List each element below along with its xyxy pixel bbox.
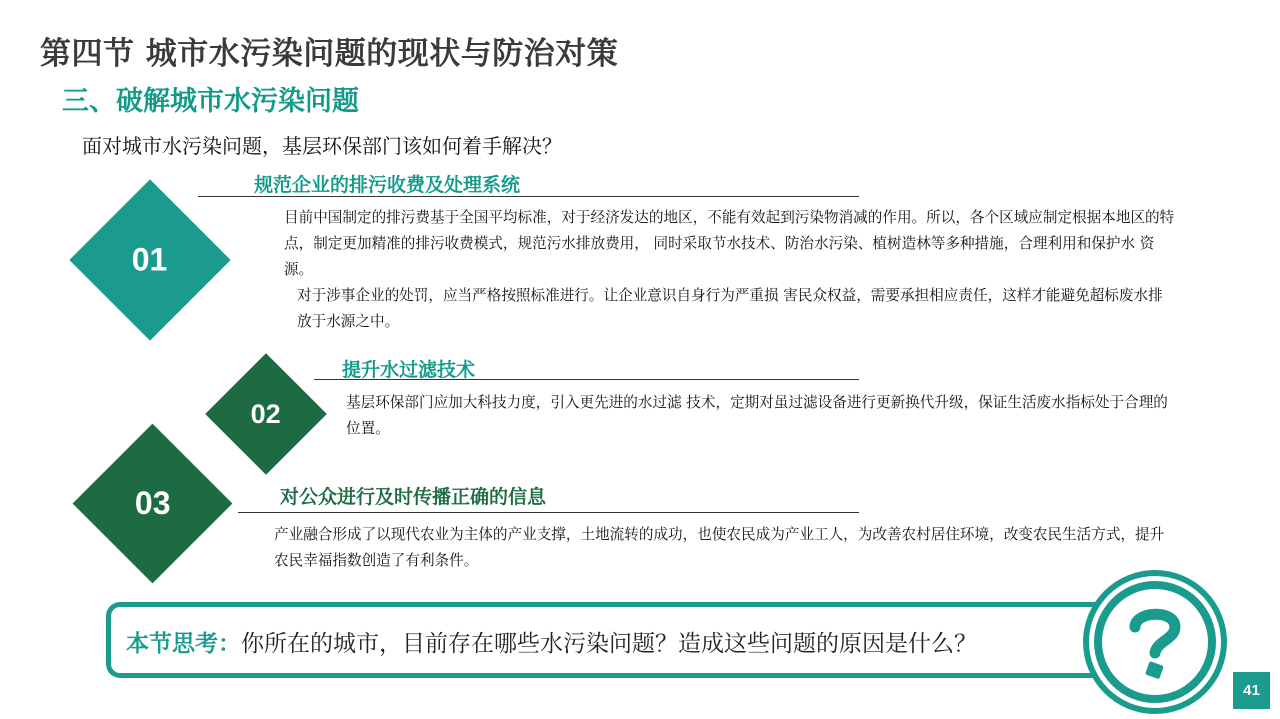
lead-question: 面对城市水污染问题，基层环保部门该如何着手解决？: [82, 134, 562, 158]
item-number: 01: [132, 241, 168, 278]
item-paragraph: 对于涉事企业的处罚，应当严格按照标准进行。让企业意识自身行为严重损 害民众权益，需要承担相应责任，这样才能避免超标废水排放于水源之中。: [297, 287, 1163, 330]
item-body-02: [346, 390, 1176, 442]
item-paragraph: 基层环保部门应加大科技力度，引入更先进的水过滤 技术，定期对虽过滤设备进行更新换代升级，保证生活废水指标处于合理的 位置。: [346, 394, 1168, 437]
item-paragraph: 产业融合形成了以现代农业为主体的产业支撑，土地流转的成功，也使农民成为产业工人，为改善农村居住环境，改变农民生活方式，提升农民幸福指数创造了有利条件。: [274, 526, 1165, 569]
heading-underline: [198, 196, 859, 197]
diamond-badge-02: [205, 353, 327, 475]
item-paragraph: 目前中国制定的排污费基于全国平均标准，对于经济发达的地区，不能有效起到污染物消减的作用。所以，各个区域应制定根据本地区的特点，制定更加精准的排污收费模式，规范污水排放费用， 同时采取节水技术、防治水污染、植树造林等多种措施，合理利用和保护水 资源。: [284, 209, 1175, 278]
heading-underline: [314, 379, 859, 380]
item-number: 03: [134, 485, 171, 521]
think-question: 你所在的城市，目前存在哪些水污染问题？造成这些问题的原因是什么？: [241, 631, 977, 657]
heading-underline: [238, 512, 859, 513]
think-callout: [126, 625, 977, 658]
item-number: 02: [250, 398, 282, 429]
think-label: 本节思考：: [126, 631, 241, 657]
question-mark-glyph: [1125, 605, 1185, 679]
item-heading-03: 对公众进行及时传播正确的信息: [280, 486, 547, 508]
item-body-01: [284, 205, 1176, 335]
item-body-03: [274, 522, 1176, 574]
section-subtitle: 三、破解城市水污染问题: [62, 86, 359, 117]
page-number: 41: [1233, 672, 1270, 709]
slide-title: 第四节 城市水污染问题的现状与防治对策: [40, 36, 619, 72]
diamond-badge-01: [69, 179, 230, 340]
diamond-badge-03: [73, 424, 233, 584]
item-heading-02: 提升水过滤技术: [342, 359, 476, 381]
item-heading-01: 规范企业的排污收费及处理系统: [254, 174, 521, 196]
question-mark-icon: [1102, 589, 1208, 695]
